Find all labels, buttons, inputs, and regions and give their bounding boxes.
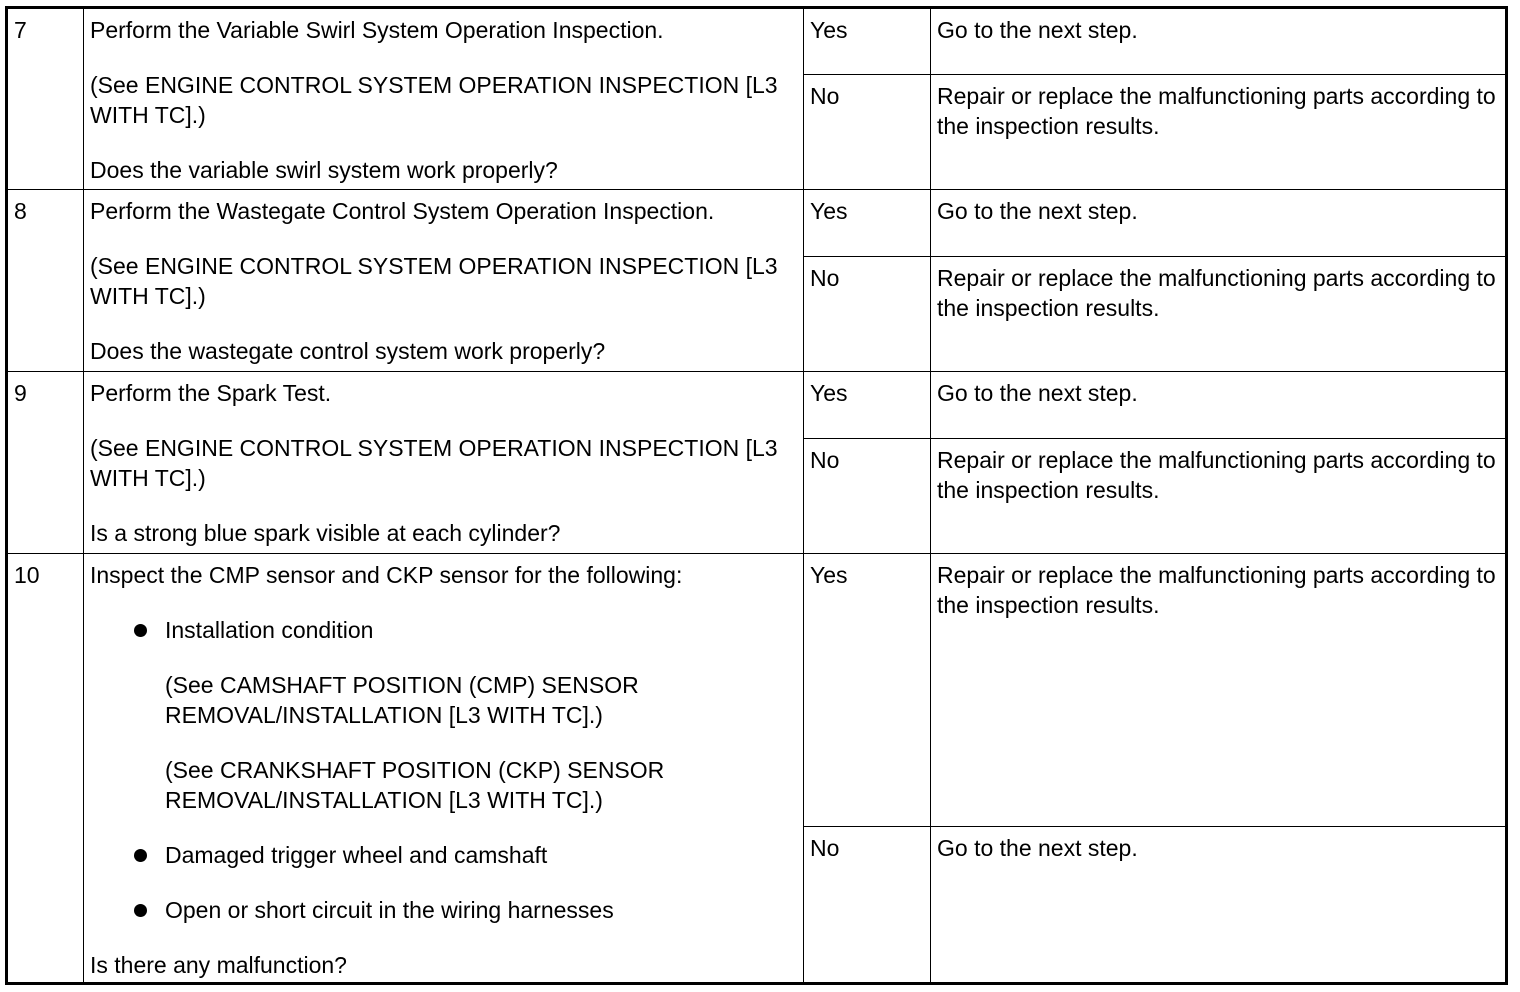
- list-item: [90, 840, 797, 870]
- result-no-outcome: Repair or replace the malfunctioning parts according to the inspection results.: [931, 439, 1507, 554]
- list-item-text: Damaged trigger wheel and camshaft: [165, 842, 548, 868]
- step-7-yes-row: [7, 8, 1507, 75]
- action-question: Is there any malfunction?: [90, 952, 347, 978]
- step-action: [84, 372, 804, 554]
- list-item: [90, 895, 797, 925]
- list-item-reference: (See CAMSHAFT POSITION (CMP) SENSOR REMOVAL/INSTALLATION [L3 WITH TC].): [165, 672, 639, 728]
- step-number: 8: [7, 190, 84, 372]
- inspection-items-list: [90, 615, 797, 925]
- action-title: Perform the Variable Swirl System Operation Inspection.: [90, 17, 664, 43]
- step-action: [84, 8, 804, 190]
- action-question: Is a strong blue spark visible at each cylinder?: [90, 520, 561, 546]
- step-10-yes-row: [7, 554, 1507, 827]
- diagnostic-procedure-table: [5, 6, 1508, 985]
- result-no-outcome: Repair or replace the malfunctioning parts according to the inspection results.: [931, 257, 1507, 372]
- result-yes-label: Yes: [804, 554, 931, 827]
- result-no-label: No: [804, 827, 931, 984]
- step-action: [84, 190, 804, 372]
- result-no-label: No: [804, 439, 931, 554]
- result-no-outcome: Repair or replace the malfunctioning parts according to the inspection results.: [931, 75, 1507, 190]
- action-title: Perform the Spark Test.: [90, 380, 332, 406]
- result-yes-outcome: Repair or replace the malfunctioning parts according to the inspection results.: [931, 554, 1507, 827]
- result-yes-outcome: Go to the next step.: [931, 190, 1507, 257]
- action-question: Does the wastegate control system work properly?: [90, 338, 606, 364]
- result-yes-outcome: Go to the next step.: [931, 372, 1507, 439]
- action-question: Does the variable swirl system work properly?: [90, 157, 558, 183]
- step-8-yes-row: [7, 190, 1507, 257]
- result-yes-outcome: Go to the next step.: [931, 8, 1507, 75]
- list-item: [90, 615, 797, 815]
- step-number: 9: [7, 372, 84, 554]
- list-item-text: Installation condition: [165, 617, 374, 643]
- bullet-icon: [134, 849, 147, 862]
- list-item-text: Open or short circuit in the wiring harnesses: [165, 897, 614, 923]
- action-title: Inspect the CMP sensor and CKP sensor for the following:: [90, 562, 683, 588]
- step-9-yes-row: [7, 372, 1507, 439]
- result-no-label: No: [804, 257, 931, 372]
- result-no-outcome: Go to the next step.: [931, 827, 1507, 984]
- action-reference: (See ENGINE CONTROL SYSTEM OPERATION INSPECTION [L3 WITH TC].): [90, 72, 778, 128]
- step-action: [84, 554, 804, 984]
- bullet-icon: [134, 624, 147, 637]
- step-number: 10: [7, 554, 84, 984]
- action-reference: (See ENGINE CONTROL SYSTEM OPERATION INSPECTION [L3 WITH TC].): [90, 435, 778, 491]
- action-reference: (See ENGINE CONTROL SYSTEM OPERATION INSPECTION [L3 WITH TC].): [90, 253, 778, 309]
- bullet-icon: [134, 904, 147, 917]
- action-title: Perform the Wastegate Control System Operation Inspection.: [90, 198, 715, 224]
- result-yes-label: Yes: [804, 372, 931, 439]
- result-no-label: No: [804, 75, 931, 190]
- list-item-reference: (See CRANKSHAFT POSITION (CKP) SENSOR REMOVAL/INSTALLATION [L3 WITH TC].): [165, 757, 665, 813]
- result-yes-label: Yes: [804, 8, 931, 75]
- result-yes-label: Yes: [804, 190, 931, 257]
- step-number: 7: [7, 8, 84, 190]
